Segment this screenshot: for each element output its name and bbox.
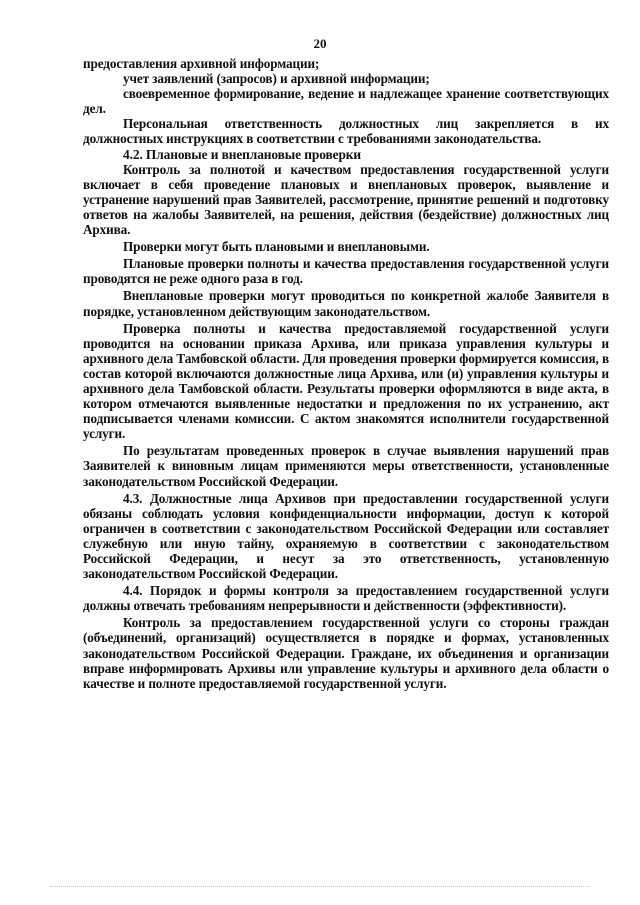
paragraph-responsibility: Персональная ответственность должностных лиц закрепляется в их должностных инструкциях в соответствии с требованиями законодательства. — [83, 116, 609, 147]
paragraph-control-scope: Контроль за полнотой и качеством предоставления государственной услуги включает в себя проведение плановых и внеплановых проверок, выявление и устранение нарушений прав Заявителей, рассмотрение, принятие решений и подготовку ответов на жалобы Заявителей, на решения, действия (бездействие) должностных лиц Архива. — [83, 161, 609, 238]
list-item-formation: своевременное формирование, ведение и надлежащее хранение соответствующих дел. — [83, 86, 609, 117]
paragraph-planned-checks: Плановые проверки полноты и качества предоставления государственной услуги проводятся не реже одного раза в год. — [83, 256, 609, 287]
paragraph-check-types: Проверки могут быть плановыми и внеплановыми. — [123, 239, 430, 255]
paragraph-public-control: Контроль за предоставлением государственной услуги со стороны граждан (объединений, организаций) осуществляется в порядке и формах, установленных законодательством Российской Федерации. Граждане, их объединения и организации вправе информировать Архивы или управление культуры и архивного дела области о качестве и полноте предоставляемой государственной услуги. — [83, 615, 609, 691]
section-heading-4-2: 4.2. Плановые и внеплановые проверки — [123, 146, 362, 162]
paragraph-unplanned-checks: Внеплановые проверки могут проводиться по конкретной жалобе Заявителя в порядке, установленном действующим законодательством. — [83, 288, 609, 319]
paragraph-check-results: По результатам проведенных проверок в случае выявления нарушений прав Заявителей к виновным лицам применяются меры ответственности, установленные законодательством Российской Федерации. — [83, 443, 609, 489]
list-item-accounting: учет заявлений (запросов) и архивной информации; — [123, 71, 430, 87]
paragraph-continuation: предоставления архивной информации; — [83, 56, 320, 71]
document-body — [83, 56, 609, 691]
footer-scan-line — [50, 886, 590, 887]
paragraph-section-4-3: 4.3. Должностные лица Архивов при предоставлении государственной услуги обязаны соблюдать условия конфиденциальности информации, доступ к которой ограничен в соответствии с законодательством Российской Федерации или составляет служебную или иную тайну, охраняемую в соответствии с законодательством Российской Федерации, и несут за это ответственность, установленную законодательством Российской Федерации. — [83, 490, 609, 582]
page-number: 20 — [313, 36, 327, 51]
paragraph-check-procedure: Проверка полноты и качества предоставляемой государственной услуги проводится на основании приказа Архива, или приказа управления культуры и архивного дела Тамбовской области. Для проведения проверки формируется комиссия, в состав которой включаются должностные лица Архива, или (и) управления культуры и архивного дела Тамбовской области. Результаты проверки оформляются в виде акта, в котором отмечаются выявленные недостатки и предложения по их устранению, акт подписывается членами комиссии. С актом знакомятся исполнители государственной услуги. — [83, 320, 609, 442]
paragraph-section-4-4: 4.4. Порядок и формы контроля за предоставлением государственной услуги должны отвечать требованиям непрерывности и действенности (эффективности). — [83, 583, 609, 614]
